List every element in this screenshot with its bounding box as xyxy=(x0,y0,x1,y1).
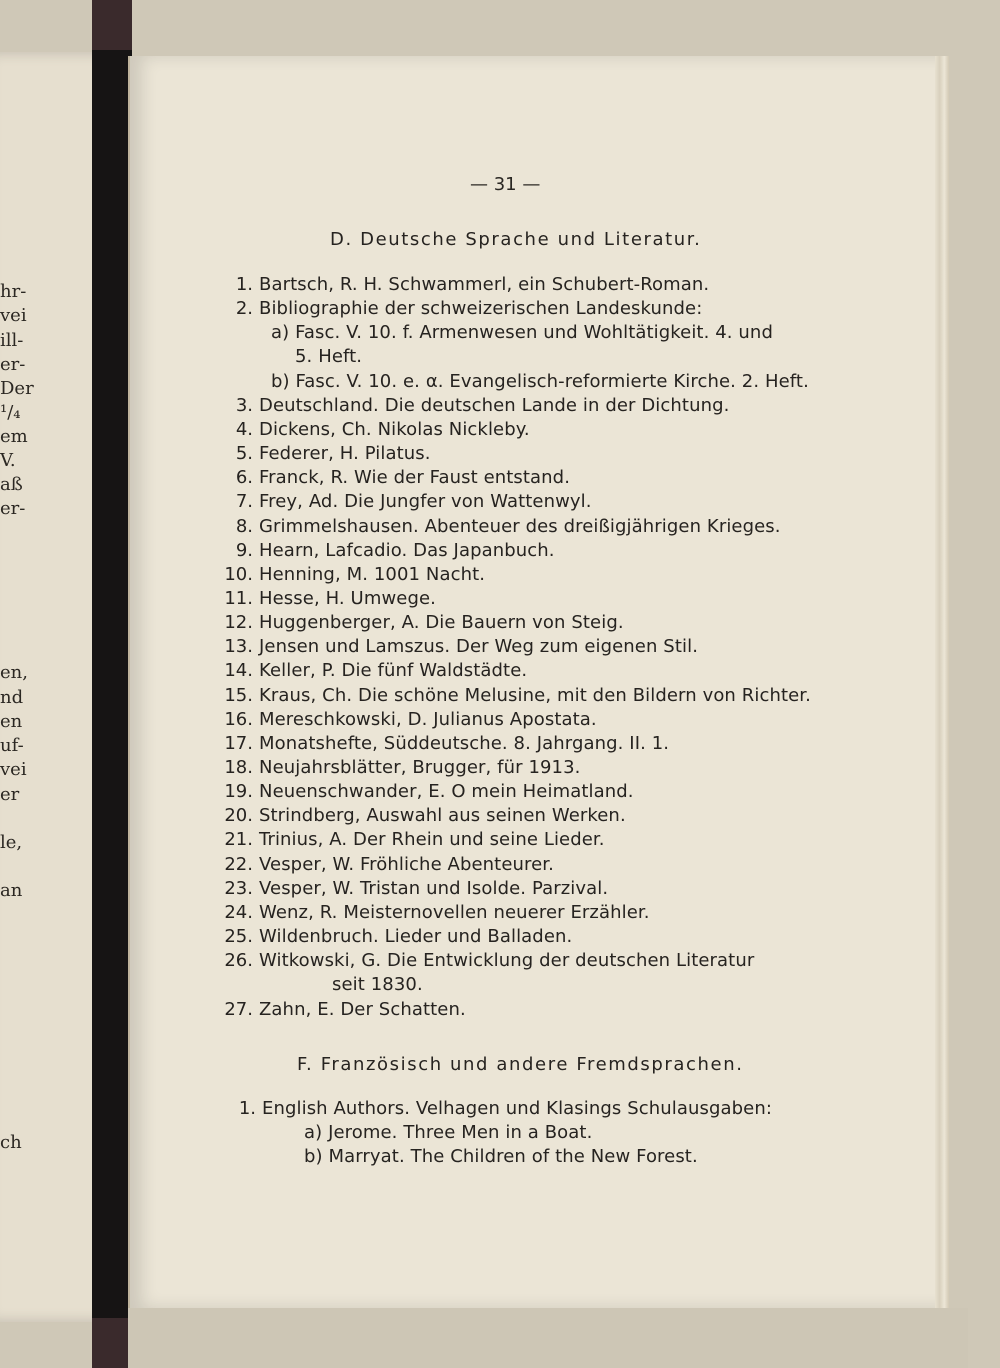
entry-number: 5. xyxy=(235,443,253,465)
entry-number: 20. xyxy=(224,805,253,827)
left-fragment: en, xyxy=(0,662,28,683)
left-fragment: er xyxy=(0,784,20,805)
left-fragment: le, xyxy=(0,832,23,853)
entry-text: a) Jerome. Three Men in a Boat. xyxy=(304,1122,593,1144)
entry-text: Henning, M. 1001 Nacht. xyxy=(259,563,486,585)
entry-text: b) Marryat. The Children of the New Forest. xyxy=(304,1146,698,1168)
entry-number: 1. xyxy=(238,1098,256,1119)
book-spine xyxy=(92,0,132,1368)
entry-number: 9. xyxy=(235,539,253,561)
bottom-background xyxy=(128,1308,968,1368)
entry-text: Huggenberger, A. Die Bauern von Steig. xyxy=(259,612,624,634)
left-fragment: uf- xyxy=(0,735,24,756)
left-fragment: ill- xyxy=(0,330,24,351)
entry-text: 5. Heft. xyxy=(295,346,363,368)
left-fragment: er- xyxy=(0,498,26,519)
entry-number: 3. xyxy=(235,394,253,416)
entry-text: Dickens, Ch. Nikolas Nickleby. xyxy=(259,418,530,440)
entry-text: Vesper, W. Fröhliche Abenteurer. xyxy=(259,853,554,875)
entry-text: Federer, H. Pilatus. xyxy=(259,443,431,465)
entry-text: Kraus, Ch. Die schöne Melusine, mit den Bildern von Richter. xyxy=(259,684,811,706)
entry-text: seit 1830. xyxy=(332,974,423,996)
entry-number: 23. xyxy=(224,877,253,899)
entry-number: 1. xyxy=(235,274,253,295)
entry-text: Wildenbruch. Lieder und Balladen. xyxy=(259,926,573,948)
entry-number: 24. xyxy=(224,901,253,923)
entry-text: Wenz, R. Meisternovellen neuerer Erzähler. xyxy=(259,901,650,923)
entry-number: 6. xyxy=(235,467,253,489)
entry-number: 18. xyxy=(224,757,253,778)
entry-text: Neuenschwander, E. O mein Heimatland. xyxy=(259,781,634,803)
entry-number: 21. xyxy=(224,829,253,851)
entry-text: Witkowski, G. Die Entwicklung der deutschen Literatur xyxy=(259,950,755,972)
left-fragment: hr- xyxy=(0,281,27,302)
entry-number: 22. xyxy=(224,853,253,875)
entry-number: 17. xyxy=(224,732,253,754)
entry-text: Neujahrsblätter, Brugger, für 1913. xyxy=(259,757,581,778)
entry-number: 8. xyxy=(235,515,253,537)
left-fragment: ch xyxy=(0,1132,22,1153)
entry-text: Trinius, A. Der Rhein und seine Lieder. xyxy=(259,829,605,851)
entry-text: Grimmelshausen. Abenteuer des dreißigjährigen Krieges. xyxy=(259,515,781,537)
left-fragment: V. xyxy=(0,450,16,471)
left-fragment: em xyxy=(0,426,28,447)
left-fragment: aß xyxy=(0,474,23,495)
entry-text: Deutschland. Die deutschen Lande in der Dichtung. xyxy=(259,394,730,416)
entry-text: Frey, Ad. Die Jungfer von Wattenwyl. xyxy=(259,491,592,513)
entry-text: Hearn, Lafcadio. Das Japanbuch. xyxy=(259,539,555,561)
entry-text: Strindberg, Auswahl aus seinen Werken. xyxy=(259,805,626,827)
entry-text: Hesse, H. Umwege. xyxy=(259,587,436,609)
section-heading-f: F. Französisch und andere Fremdsprachen. xyxy=(297,1054,744,1075)
entry-number: 26. xyxy=(224,950,253,972)
entry-number: 27. xyxy=(224,998,253,1020)
left-fragment: nd xyxy=(0,687,24,708)
entry-text: Franck, R. Wie der Faust entstand. xyxy=(259,467,571,489)
entry-text: Bibliographie der schweizerischen Landeskunde: xyxy=(259,298,703,320)
left-fragment: vei xyxy=(0,305,27,326)
entry-number: 16. xyxy=(224,708,253,730)
entry-number: 19. xyxy=(224,781,253,803)
entry-number: 4. xyxy=(235,418,253,440)
left-fragment: en xyxy=(0,711,23,732)
entry-number: 14. xyxy=(224,660,253,682)
entry-text: Jensen und Lamszus. Der Weg zum eigenen Stil. xyxy=(259,636,699,658)
entry-number: 25. xyxy=(224,926,253,948)
entry-number: 15. xyxy=(224,684,253,706)
entry-number: 12. xyxy=(224,612,253,634)
entry-number: 7. xyxy=(235,491,253,513)
left-fragment: vei xyxy=(0,759,27,780)
page-edges xyxy=(935,56,949,1308)
entry-number: 11. xyxy=(224,587,253,609)
entry-text: a) Fasc. V. 10. f. Armenwesen und Wohltätigkeit. 4. und xyxy=(271,322,773,344)
entry-text: Keller, P. Die fünf Waldstädte. xyxy=(259,660,528,682)
entry-text: Vesper, W. Tristan und Isolde. Parzival. xyxy=(259,877,609,899)
left-fragment: an xyxy=(0,880,23,901)
entry-number: 13. xyxy=(224,636,253,658)
entry-text: Mereschkowski, D. Julianus Apostata. xyxy=(259,708,597,730)
page-number: — 31 — xyxy=(470,174,541,195)
entry-text: English Authors. Velhagen und Klasings Schulausgaben: xyxy=(262,1098,772,1119)
entry-text: b) Fasc. V. 10. e. α. Evangelisch-reformierte Kirche. 2. Heft. xyxy=(271,370,809,392)
entry-text: Monatshefte, Süddeutsche. 8. Jahrgang. II. 1. xyxy=(259,732,670,754)
entry-number: 2. xyxy=(235,298,253,320)
gutter xyxy=(128,56,130,1308)
entry-number: 10. xyxy=(224,563,253,585)
section-heading-d: D. Deutsche Sprache und Literatur. xyxy=(330,229,702,250)
entry-text: Bartsch, R. H. Schwammerl, ein Schubert-Roman. xyxy=(259,274,710,295)
entry-text: Zahn, E. Der Schatten. xyxy=(259,998,466,1020)
left-fragment: er- xyxy=(0,354,26,375)
left-fragment: Der xyxy=(0,378,34,399)
left-fragment: ¹/₄ xyxy=(0,402,21,423)
